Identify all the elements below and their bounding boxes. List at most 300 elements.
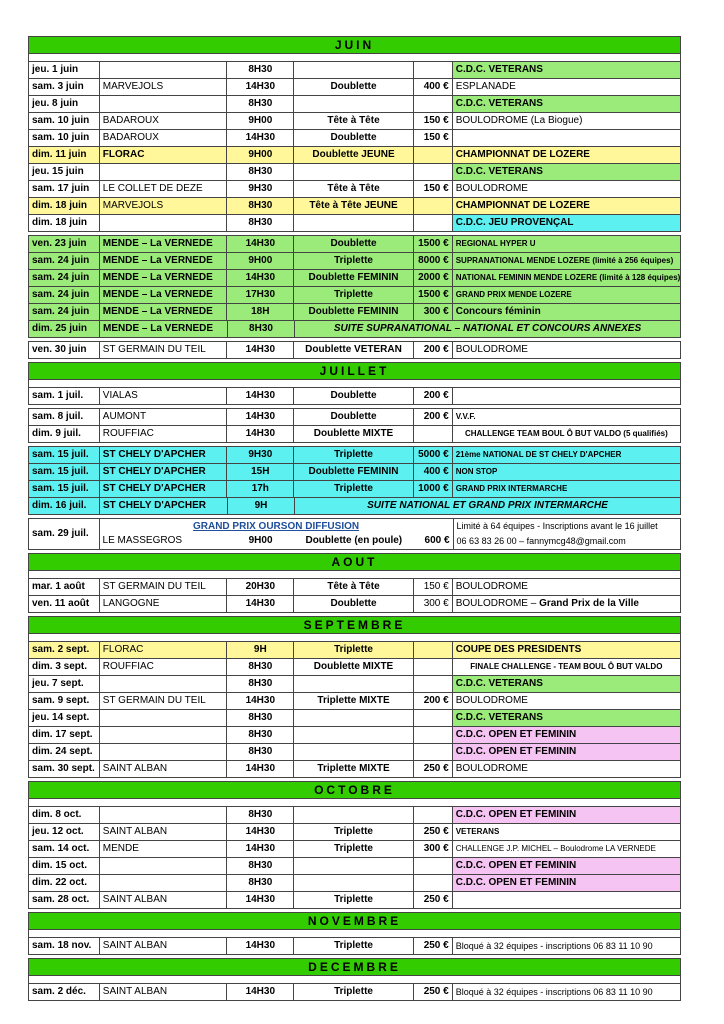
location-cell: AUMONT xyxy=(100,409,228,425)
table-row xyxy=(28,840,681,858)
prize-cell: 2000 € xyxy=(414,270,453,286)
type-cell: Tête à Tête xyxy=(294,579,414,595)
month-header-novembre: NOVEMBRE xyxy=(28,912,681,930)
time-cell: 14H30 xyxy=(227,236,294,252)
table-row xyxy=(28,823,681,841)
prize-cell: 150 € xyxy=(414,113,453,129)
table-row xyxy=(28,983,681,1001)
event-subrow xyxy=(100,533,453,549)
time-cell: 9H30 xyxy=(227,181,294,197)
table-row xyxy=(28,891,681,909)
date-cell: dim. 9 juil. xyxy=(29,426,100,442)
time-cell: 9H00 xyxy=(227,253,294,269)
table-row xyxy=(28,658,681,676)
date-cell: dim. 22 oct. xyxy=(29,875,100,891)
prize-cell xyxy=(414,744,453,760)
time-cell: 9H xyxy=(228,498,295,514)
table-row xyxy=(28,675,681,693)
info-cell: CHALLENGE TEAM BOUL Ô BUT VALDO (5 qualifiés) xyxy=(464,429,668,438)
date-cell: sam. 1 juil. xyxy=(29,388,100,404)
time-cell: 14H30 xyxy=(227,596,294,612)
date-cell: ven. 11 août xyxy=(29,596,100,612)
time-cell: 9H00 xyxy=(248,535,273,546)
info-cell xyxy=(453,130,680,146)
time-cell: 14H30 xyxy=(227,270,294,286)
type-cell xyxy=(294,164,414,180)
location-cell: MARVEJOLS xyxy=(100,198,228,214)
location-cell: MENDE – La VERNEDE xyxy=(100,236,228,252)
location-cell: SAINT ALBAN xyxy=(100,761,228,777)
date-cell: dim. 8 oct. xyxy=(29,807,100,823)
table-row xyxy=(28,463,681,481)
prize-cell: 250 € xyxy=(414,761,453,777)
prize-cell: 150 € xyxy=(414,181,453,197)
date-cell: dim. 25 juin xyxy=(29,321,100,337)
table-row xyxy=(28,286,681,304)
prize-cell xyxy=(414,858,453,874)
prize-cell: 300 € xyxy=(414,304,453,320)
date-cell: dim. 15 oct. xyxy=(29,858,100,874)
table-row xyxy=(28,595,681,613)
prize-cell xyxy=(414,642,453,658)
type-cell: Doublette VETERAN xyxy=(294,342,414,358)
prize-cell: 200 € xyxy=(414,342,453,358)
date-cell: sam. 24 juin xyxy=(29,287,100,303)
table-row xyxy=(28,163,681,181)
date-cell: sam. 9 sept. xyxy=(29,693,100,709)
time-cell: 14H30 xyxy=(227,938,294,954)
info-cell: GRAND PRIX INTERMARCHE xyxy=(455,484,568,493)
table-row xyxy=(28,937,681,955)
type-cell xyxy=(294,62,414,78)
prize-cell xyxy=(414,807,453,823)
date-cell: dim. 17 sept. xyxy=(29,727,100,743)
location-cell: SAINT ALBAN xyxy=(100,824,228,840)
info-cell: Bloqué à 32 équipes - inscriptions 06 83 11 10 90 xyxy=(455,941,653,951)
prize-cell xyxy=(414,426,453,442)
time-cell: 14H30 xyxy=(227,130,294,146)
type-cell: Triplette xyxy=(294,841,414,857)
type-cell: Doublette FEMININ xyxy=(294,464,414,480)
prize-cell: 5000 € xyxy=(414,447,453,463)
date-cell: dim. 18 juin xyxy=(29,198,100,214)
time-cell: 14H30 xyxy=(227,824,294,840)
table-row xyxy=(28,303,681,321)
month-header-septembre: SEPTEMBRE xyxy=(28,616,681,634)
type-cell xyxy=(294,807,414,823)
table-row xyxy=(28,320,681,338)
table-row xyxy=(28,112,681,130)
info-line-2: 06 63 83 26 00 – fannymcg48@gmail.com xyxy=(456,536,626,546)
date-cell: jeu. 12 oct. xyxy=(29,824,100,840)
table-row xyxy=(28,709,681,727)
type-cell xyxy=(294,875,414,891)
prize-cell: 400 € xyxy=(414,79,453,95)
table-row xyxy=(28,387,681,405)
date-cell: jeu. 15 juin xyxy=(29,164,100,180)
location-cell: ST GERMAIN DU TEIL xyxy=(100,693,228,709)
info-cell: BOULODROME xyxy=(455,581,528,592)
type-cell: Triplette xyxy=(294,824,414,840)
time-cell: 8H30 xyxy=(227,676,294,692)
type-cell: Triplette xyxy=(294,253,414,269)
prize-cell: 1000 € xyxy=(414,481,453,497)
location-cell xyxy=(100,875,228,891)
location-cell: BADAROUX xyxy=(100,113,228,129)
time-cell: 17h xyxy=(227,481,294,497)
info-cell: GRAND PRIX MENDE LOZERE xyxy=(455,290,572,299)
location-cell: MENDE – La VERNEDE xyxy=(100,287,228,303)
info-cell: C.D.C. VETERANS xyxy=(453,62,680,78)
info-cell xyxy=(453,388,680,404)
time-cell: 14H30 xyxy=(227,342,294,358)
type-cell: Triplette xyxy=(294,984,414,1000)
info-cell: BOULODROME (La Biogue) xyxy=(455,115,583,126)
type-cell: Tête à Tête JEUNE xyxy=(294,198,414,214)
type-cell: Doublette MIXTE xyxy=(294,426,414,442)
time-cell: 14H30 xyxy=(227,409,294,425)
location-cell xyxy=(100,215,228,231)
event-block xyxy=(100,519,454,549)
time-cell: 14H30 xyxy=(227,841,294,857)
location-cell: ROUFFIAC xyxy=(100,659,228,675)
month-header-juin: JUIN xyxy=(28,36,681,54)
info-cell: BOULODROME xyxy=(455,183,528,194)
prize-cell xyxy=(414,147,453,163)
table-row xyxy=(28,425,681,443)
location-cell: FLORAC xyxy=(100,147,228,163)
type-cell: Triplette MIXTE xyxy=(294,693,414,709)
type-cell: Triplette xyxy=(294,892,414,908)
date-cell: jeu. 1 juin xyxy=(29,62,100,78)
type-cell: Doublette xyxy=(294,236,414,252)
date-cell: dim. 24 sept. xyxy=(29,744,100,760)
prize-cell xyxy=(414,875,453,891)
prize-cell xyxy=(414,676,453,692)
prize-cell xyxy=(414,164,453,180)
time-cell: 14H30 xyxy=(227,761,294,777)
prize-cell xyxy=(414,710,453,726)
date-cell: jeu. 7 sept. xyxy=(29,676,100,692)
time-cell: 8H30 xyxy=(227,96,294,112)
info-cell: REGIONAL HYPER U xyxy=(455,239,536,248)
time-cell: 8H30 xyxy=(228,321,295,337)
date-cell: sam. 10 juin xyxy=(29,113,100,129)
info-text: BOULODROME – xyxy=(455,598,540,609)
location-cell: ST CHELY D'APCHER xyxy=(100,447,228,463)
type-cell xyxy=(294,710,414,726)
location-cell: MENDE xyxy=(100,841,228,857)
time-cell: 8H30 xyxy=(227,659,294,675)
month-header-octobre: OCTOBRE xyxy=(28,781,681,799)
info-cell: C.D.C. OPEN ET FEMININ xyxy=(453,807,680,823)
month-header-decembre: DECEMBRE xyxy=(28,958,681,976)
time-cell: 9H00 xyxy=(227,113,294,129)
time-cell: 9H30 xyxy=(227,447,294,463)
info-cell: 21ème NATIONAL DE ST CHELY D'APCHER xyxy=(455,450,622,459)
date-cell: sam. 29 juil. xyxy=(29,519,100,549)
info-cell: FINALE CHALLENGE - TEAM BOUL Ô BUT VALDO xyxy=(470,662,663,671)
type-cell: Triplette xyxy=(294,447,414,463)
info-cell: NATIONAL FEMININ MENDE LOZERE (limité à 128 équipes) xyxy=(455,273,680,282)
date-cell: sam. 30 sept. xyxy=(29,761,100,777)
prize-cell: 1500 € xyxy=(414,236,453,252)
info-cell: C.D.C. OPEN ET FEMININ xyxy=(453,727,680,743)
type-cell xyxy=(294,858,414,874)
merged-note-cell: SUITE SUPRANATIONAL – NATIONAL ET CONCOURS ANNEXES xyxy=(333,323,642,334)
table-row xyxy=(28,61,681,79)
location-cell xyxy=(100,807,228,823)
location-cell xyxy=(100,710,228,726)
prize-cell: 400 € xyxy=(414,464,453,480)
info-cell: C.D.C. VETERANS xyxy=(453,676,680,692)
table-row xyxy=(28,760,681,778)
time-cell: 14H30 xyxy=(227,426,294,442)
time-cell: 14H30 xyxy=(227,388,294,404)
date-cell: sam. 28 oct. xyxy=(29,892,100,908)
info-cell: NON STOP xyxy=(455,467,498,476)
info-cell: C.D.C. VETERANS xyxy=(453,96,680,112)
date-cell: sam. 18 nov. xyxy=(29,938,100,954)
table-row xyxy=(28,641,681,659)
table-row xyxy=(28,806,681,824)
type-cell: Doublette MIXTE xyxy=(294,659,414,675)
type-cell: Triplette xyxy=(294,938,414,954)
type-cell: Doublette (en poule) xyxy=(305,535,403,546)
location-cell xyxy=(100,96,228,112)
type-cell: Triplette xyxy=(294,287,414,303)
info-bold-text: Grand Prix de la Ville xyxy=(539,598,639,609)
location-cell: LE MASSEGROS xyxy=(102,535,183,546)
month-header-aout: AOUT xyxy=(28,553,681,571)
date-cell: jeu. 14 sept. xyxy=(29,710,100,726)
type-cell xyxy=(294,727,414,743)
prize-cell: 300 € xyxy=(414,841,453,857)
type-cell xyxy=(294,676,414,692)
location-cell xyxy=(100,164,228,180)
type-cell: Tête à Tête xyxy=(294,181,414,197)
info-cell: C.D.C. OPEN ET FEMININ xyxy=(453,875,680,891)
type-cell: Doublette xyxy=(294,388,414,404)
info-cell: VETERANS xyxy=(455,827,500,836)
table-row xyxy=(28,408,681,426)
table-row xyxy=(28,269,681,287)
type-cell: Doublette JEUNE xyxy=(294,147,414,163)
table-row xyxy=(28,743,681,761)
info-cell: C.D.C. JEU PROVENÇAL xyxy=(453,215,680,231)
info-cell: BOULODROME xyxy=(455,344,528,355)
time-cell: 14H30 xyxy=(227,984,294,1000)
info-cell: CHAMPIONNAT DE LOZERE xyxy=(455,200,590,211)
location-cell: ST CHELY D'APCHER xyxy=(100,498,228,514)
date-cell: ven. 23 juin xyxy=(29,236,100,252)
time-cell: 8H30 xyxy=(227,807,294,823)
date-cell: dim. 11 juin xyxy=(29,147,100,163)
date-cell: jeu. 8 juin xyxy=(29,96,100,112)
prize-cell: 200 € xyxy=(414,409,453,425)
location-cell: BADAROUX xyxy=(100,130,228,146)
prize-cell: 200 € xyxy=(414,693,453,709)
location-cell xyxy=(100,727,228,743)
event-title-link[interactable]: GRAND PRIX OURSON DIFFUSION xyxy=(192,520,360,532)
event-title-wrap xyxy=(100,519,453,533)
date-cell: sam. 2 déc. xyxy=(29,984,100,1000)
info-cell: Concours féminin xyxy=(455,306,541,317)
time-cell: 8H30 xyxy=(227,164,294,180)
calendar-sheet xyxy=(28,36,681,1001)
location-cell: ROUFFIAC xyxy=(100,426,228,442)
type-cell: Doublette FEMININ xyxy=(294,304,414,320)
prize-cell: 8000 € xyxy=(414,253,453,269)
type-cell: Doublette xyxy=(294,596,414,612)
time-cell: 14H30 xyxy=(227,892,294,908)
type-cell xyxy=(294,744,414,760)
date-cell: dim. 16 juil. xyxy=(29,498,100,514)
location-cell: ST GERMAIN DU TEIL xyxy=(100,579,228,595)
location-cell: ST CHELY D'APCHER xyxy=(100,481,228,497)
date-cell: sam. 15 juil. xyxy=(29,464,100,480)
table-row xyxy=(28,857,681,875)
info-cell: CHALLENGE J.P. MICHEL – Boulodrome LA VERNEDE xyxy=(455,844,656,853)
table-row xyxy=(28,446,681,464)
time-cell: 14H30 xyxy=(227,79,294,95)
prize-cell xyxy=(414,215,453,231)
info-cell: V.V.F. xyxy=(455,412,476,421)
prize-cell: 150 € xyxy=(414,579,453,595)
location-cell xyxy=(100,744,228,760)
location-cell: MENDE – La VERNEDE xyxy=(100,304,228,320)
table-row xyxy=(28,95,681,113)
date-cell: sam. 2 sept. xyxy=(29,642,100,658)
location-cell: MENDE – La VERNEDE xyxy=(100,321,228,337)
location-cell xyxy=(100,858,228,874)
date-cell: sam. 10 juin xyxy=(29,130,100,146)
date-cell: sam. 15 juil. xyxy=(29,447,100,463)
time-cell: 9H00 xyxy=(227,147,294,163)
location-cell: MENDE – La VERNEDE xyxy=(100,253,228,269)
type-cell: Doublette xyxy=(294,130,414,146)
info-cell: C.D.C. VETERANS xyxy=(453,164,680,180)
table-row xyxy=(28,692,681,710)
location-cell: SAINT ALBAN xyxy=(100,938,228,954)
table-row xyxy=(28,480,681,498)
info-cell: BOULODROME xyxy=(455,763,528,774)
prize-cell xyxy=(414,198,453,214)
location-cell: MENDE – La VERNEDE xyxy=(100,270,228,286)
prize-cell: 250 € xyxy=(414,938,453,954)
type-cell xyxy=(294,215,414,231)
type-cell: Tête à Tête xyxy=(294,113,414,129)
time-cell: 17H30 xyxy=(227,287,294,303)
date-cell: sam. 15 juil. xyxy=(29,481,100,497)
info-cell xyxy=(454,519,680,549)
date-cell: sam. 3 juin xyxy=(29,79,100,95)
date-cell: mar. 1 août xyxy=(29,579,100,595)
info-cell: C.D.C. OPEN ET FEMININ xyxy=(453,858,680,874)
type-cell: Triplette xyxy=(294,642,414,658)
prize-cell xyxy=(414,727,453,743)
table-row xyxy=(28,341,681,359)
table-row xyxy=(28,129,681,147)
time-cell: 8H30 xyxy=(227,710,294,726)
info-cell: SUPRANATIONAL MENDE LOZERE (limité à 256 équipes) xyxy=(455,256,674,265)
location-cell: ST GERMAIN DU TEIL xyxy=(100,342,228,358)
time-cell: 9H xyxy=(227,642,294,658)
location-cell: LANGOGNE xyxy=(100,596,228,612)
location-cell xyxy=(100,62,228,78)
location-cell: MARVEJOLS xyxy=(100,79,228,95)
table-row xyxy=(28,197,681,215)
date-cell: sam. 24 juin xyxy=(29,253,100,269)
prize-cell xyxy=(414,659,453,675)
table-row xyxy=(28,78,681,96)
info-cell: CHAMPIONNAT DE LOZERE xyxy=(455,149,590,160)
table-row xyxy=(28,874,681,892)
prize-cell: 250 € xyxy=(414,892,453,908)
time-cell: 8H30 xyxy=(227,198,294,214)
table-row xyxy=(28,146,681,164)
location-cell: SAINT ALBAN xyxy=(100,892,228,908)
table-row xyxy=(28,497,681,515)
table-row xyxy=(28,726,681,744)
date-cell: sam. 24 juin xyxy=(29,304,100,320)
time-cell: 14H30 xyxy=(227,693,294,709)
prize-cell: 250 € xyxy=(414,824,453,840)
date-cell: ven. 30 juin xyxy=(29,342,100,358)
info-cell: C.D.C. OPEN ET FEMININ xyxy=(453,744,680,760)
prize-cell xyxy=(414,62,453,78)
type-cell: Doublette xyxy=(294,409,414,425)
type-cell: Doublette xyxy=(294,79,414,95)
time-cell: 8H30 xyxy=(227,744,294,760)
date-cell: sam. 24 juin xyxy=(29,270,100,286)
location-cell: FLORAC xyxy=(100,642,228,658)
date-cell: dim. 18 juin xyxy=(29,215,100,231)
time-cell: 8H30 xyxy=(227,858,294,874)
prize-cell: 1500 € xyxy=(414,287,453,303)
type-cell: Triplette MIXTE xyxy=(294,761,414,777)
date-cell: dim. 3 sept. xyxy=(29,659,100,675)
merged-note-cell: SUITE NATIONAL ET GRAND PRIX INTERMARCHE xyxy=(367,500,608,511)
prize-cell xyxy=(414,96,453,112)
info-cell: BOULODROME xyxy=(455,695,528,706)
time-cell: 8H30 xyxy=(227,215,294,231)
info-cell xyxy=(453,892,680,908)
time-cell: 8H30 xyxy=(227,62,294,78)
info-cell: C.D.C. VETERANS xyxy=(453,710,680,726)
prize-cell: 600 € xyxy=(424,535,450,546)
location-cell: VIALAS xyxy=(100,388,228,404)
location-cell xyxy=(100,676,228,692)
prize-cell: 150 € xyxy=(414,130,453,146)
type-cell: Doublette FEMININ xyxy=(294,270,414,286)
table-row xyxy=(28,518,681,550)
location-cell: LE COLLET DE DEZE xyxy=(100,181,228,197)
date-cell: sam. 14 oct. xyxy=(29,841,100,857)
info-cell xyxy=(453,596,680,612)
info-cell: COUPE DES PRESIDENTS xyxy=(455,644,582,655)
table-row xyxy=(28,578,681,596)
time-cell: 8H30 xyxy=(227,875,294,891)
prize-cell: 250 € xyxy=(414,984,453,1000)
month-header-juillet: JUILLET xyxy=(28,362,681,380)
table-row xyxy=(28,252,681,270)
type-cell: Triplette xyxy=(294,481,414,497)
time-cell: 8H30 xyxy=(227,727,294,743)
table-row xyxy=(28,235,681,253)
location-cell: SAINT ALBAN xyxy=(100,984,228,1000)
info-cell: Bloqué à 32 équipes - inscriptions 06 83 11 10 90 xyxy=(455,987,653,997)
